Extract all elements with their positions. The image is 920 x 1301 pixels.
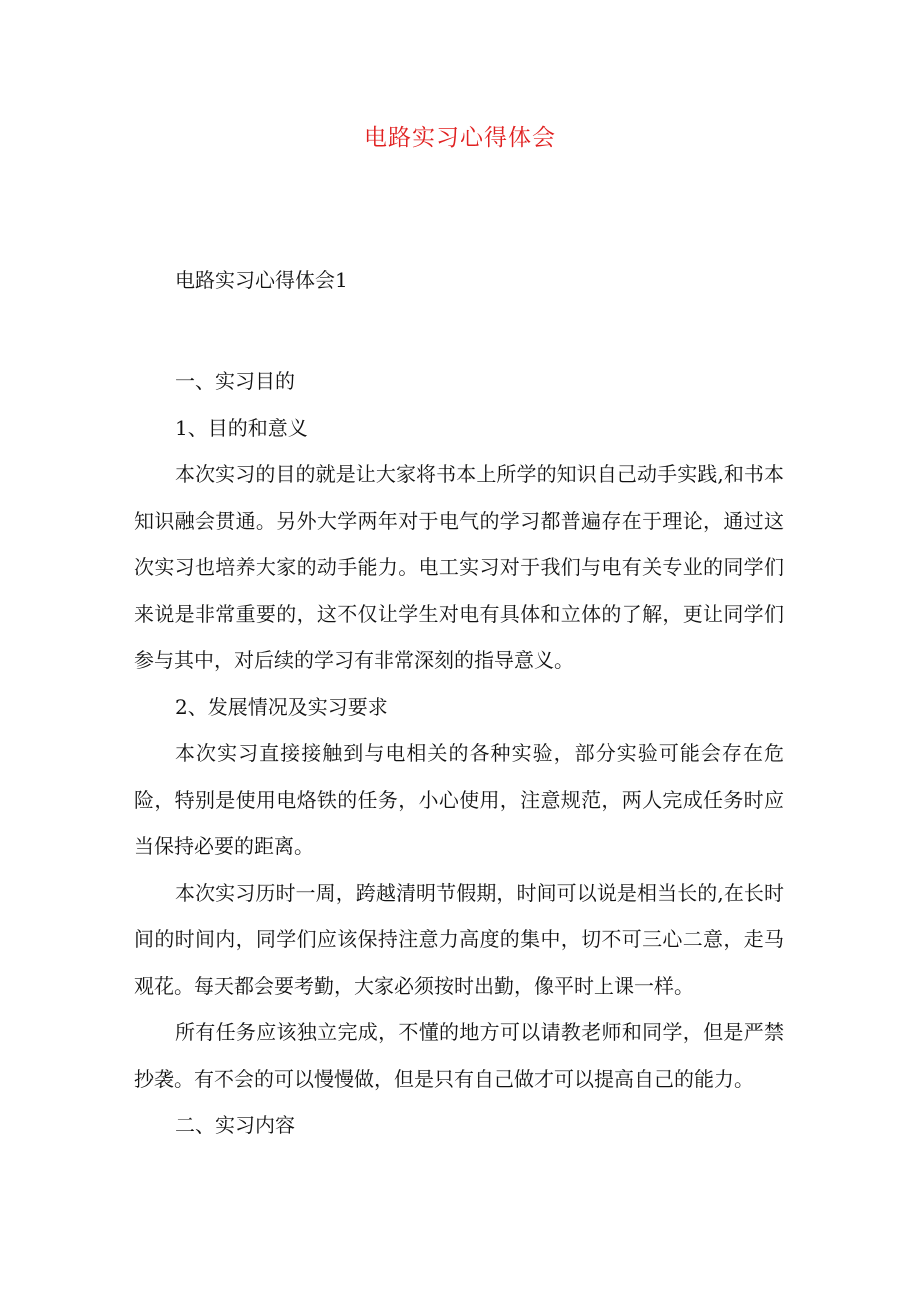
document-title: 电路实习心得体会 [364, 125, 556, 151]
subheading-requirements: 2、发展情况及实习要求 [175, 694, 388, 719]
section-heading-content: 二、实习内容 [175, 1113, 295, 1137]
paragraph-duration: 本次实习历时一周，跨越清明节假期，时间可以说是相当长的,在长时间的时间内，同学们应该保持注意力高度的集中，切不可三心二意，走马观花。每天都会要考勤，大家必须按时出勤，像平时上课一样。 [134, 880, 784, 998]
document-subtitle: 电路实习心得体会1 [175, 268, 348, 292]
document-body [134, 358, 784, 1149]
section-heading-purpose: 一、实习目的 [175, 369, 295, 393]
paragraph-safety: 本次实习直接接触到与电相关的各种实验，部分实验可能会存在危险，特别是使用电烙铁的任务，小心使用，注意规范，两人完成任务时应当保持必要的距离。 [134, 741, 784, 858]
paragraph-purpose: 本次实习的目的就是让大家将书本上所学的知识自己动手实践,和书本知识融会贯通。另外大学两年对于电气的学习都普遍存在于理论，通过这次实习也培养大家的动手能力。电工实习对于我们与电有关专业的同学们来说是非常重要的，这不仅让学生对电有具体和立体的了解，更让同学们参与其中，对后续的学习有非常深刻的指导意义。 [134, 462, 784, 672]
paragraph-independence: 所有任务应该独立完成，不懂的地方可以请教老师和同学，但是严禁抄袭。有不会的可以慢慢做，但是只有自己做才可以提高自己的能力。 [134, 1020, 784, 1091]
subheading-purpose-meaning: 1、目的和意义 [175, 415, 308, 440]
